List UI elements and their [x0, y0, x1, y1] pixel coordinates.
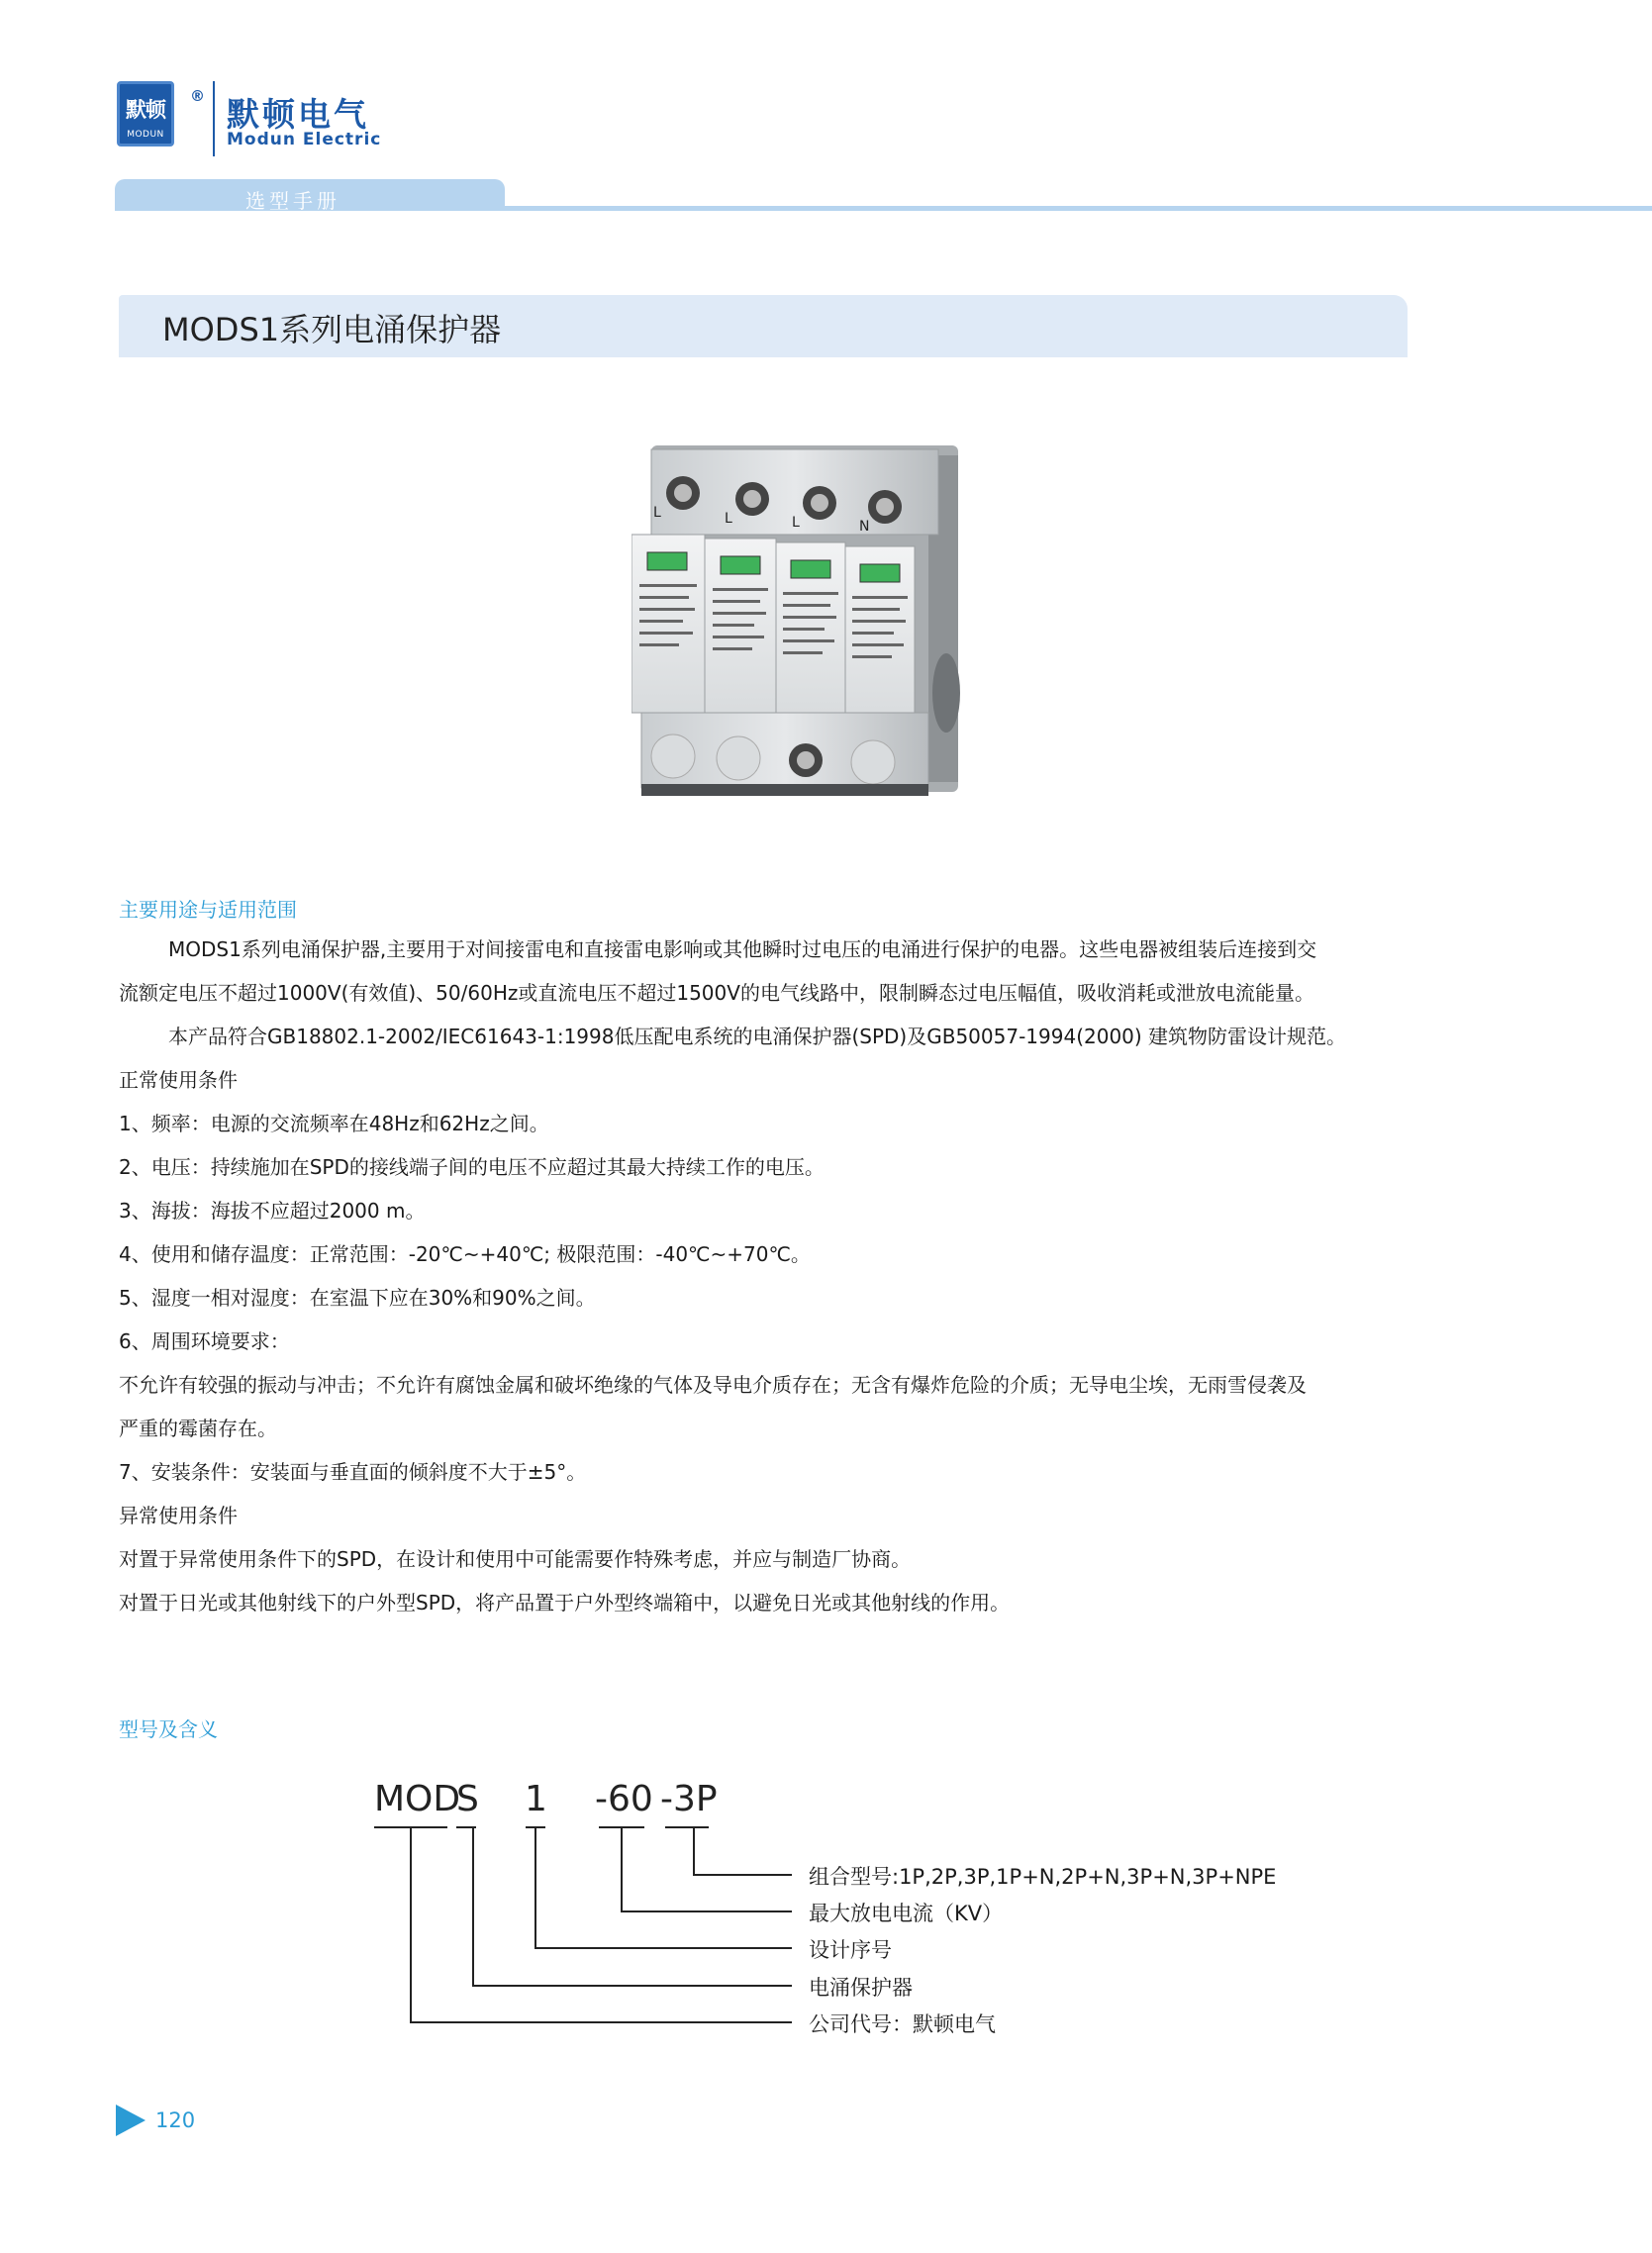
page-number: 120 [155, 2108, 196, 2132]
condition-item: 3、海拔：海拔不应超过2000 m。 [119, 1199, 426, 1223]
code-mod: MOD [374, 1779, 461, 1819]
terminal-label: L [725, 511, 732, 527]
condition-item: 2、电压：持续施加在SPD的接线端子间的电压不应超过其最大持续工作的电压。 [119, 1155, 825, 1179]
subheading-normal: 正常使用条件 [119, 1068, 238, 1092]
section-heading-usage: 主要用途与适用范围 [119, 898, 297, 922]
logo-en: MODUN [127, 130, 164, 140]
condition-item: 1、频率：电源的交流频率在48Hz和62Hz之间。 [119, 1112, 549, 1135]
spd-modules [632, 535, 915, 725]
condition-item: 7、安装条件：安装面与垂直面的倾斜度不大于±5°。 [119, 1460, 587, 1484]
desc-series: 设计序号 [809, 1938, 892, 1962]
desc-company: 公司代号：默顿电气 [809, 2012, 996, 2036]
subheading-abnormal: 异常使用条件 [119, 1504, 238, 1527]
registered-mark: ® [190, 87, 205, 105]
section-heading-model: 型号及含义 [119, 1717, 218, 1741]
desc-spd: 电涌保护器 [809, 1976, 913, 2000]
connector-company [410, 1826, 792, 2023]
logo-divider [213, 81, 215, 156]
terminal-label: N [859, 519, 870, 535]
text-line: 对置于异常使用条件下的SPD，在设计和使用中可能需要作特殊考虑，并应与制造厂协商。 [119, 1547, 912, 1571]
text-line: MODS1系列电涌保护器,主要用于对间接雷电和直接雷电影响或其他瞬时过电压的电涌进行保护的电器。这些电器被组装后连接到交 [168, 937, 1317, 961]
desc-current: 最大放电电流（KV） [809, 1902, 1004, 1925]
page-marker-icon [116, 2105, 146, 2136]
text-line: 对置于日光或其他射线下的户外型SPD，将产品置于户外型终端箱中，以避免日光或其他射线的作用。 [119, 1591, 1011, 1615]
code-poles: -3P [660, 1779, 718, 1819]
desc-poles: 组合型号:1P,2P,3P,1P+N,2P+N,3P+N,3P+NPE [809, 1865, 1277, 1889]
code-s: S [456, 1779, 479, 1819]
code-current: -60 [595, 1779, 653, 1819]
usage-paragraph [119, 928, 1544, 1624]
product-image [632, 436, 968, 802]
condition-item: 4、使用和储存温度：正常范围：-20℃~+40℃; 极限范围：-40℃~+70℃。 [119, 1242, 811, 1266]
text-line: 流额定电压不超过1000V(有效值)、50/60Hz或直流电压不超过1500V的电气线路中，限制瞬态过电压幅值，吸收消耗或泄放电流能量。 [119, 981, 1314, 1005]
section-tab-label: 选型手册 [245, 189, 340, 213]
brand-name-en: Modun Electric [227, 130, 382, 149]
logo-cn: 默顿 [126, 98, 165, 122]
text-line: 不允许有较强的振动与冲击；不允许有腐蚀金属和破坏绝缘的气体及导电介质存在；无含有爆炸危险的介质；无导电尘埃，无雨雪侵袭及 [119, 1373, 1307, 1397]
text-line: 本产品符合GB18802.1-2002/IEC61643-1:1998低压配电系统的电涌保护器(SPD)及GB50057-1994(2000) 建筑物防雷设计规范。 [168, 1025, 1347, 1048]
text-line: 严重的霉菌存在。 [119, 1417, 277, 1440]
condition-item: 6、周围环境要求： [119, 1329, 290, 1353]
page-title: MODS1系列电涌保护器 [162, 311, 502, 348]
header-rule [115, 206, 1652, 211]
condition-item: 5、湿度一相对湿度：在室温下应在30%和90%之间。 [119, 1286, 596, 1310]
brand-name-cn: 默顿电气 [227, 95, 369, 134]
terminal-label: L [653, 505, 661, 521]
logo [117, 81, 174, 147]
terminal-label: L [792, 515, 800, 531]
code-series: 1 [525, 1779, 547, 1819]
